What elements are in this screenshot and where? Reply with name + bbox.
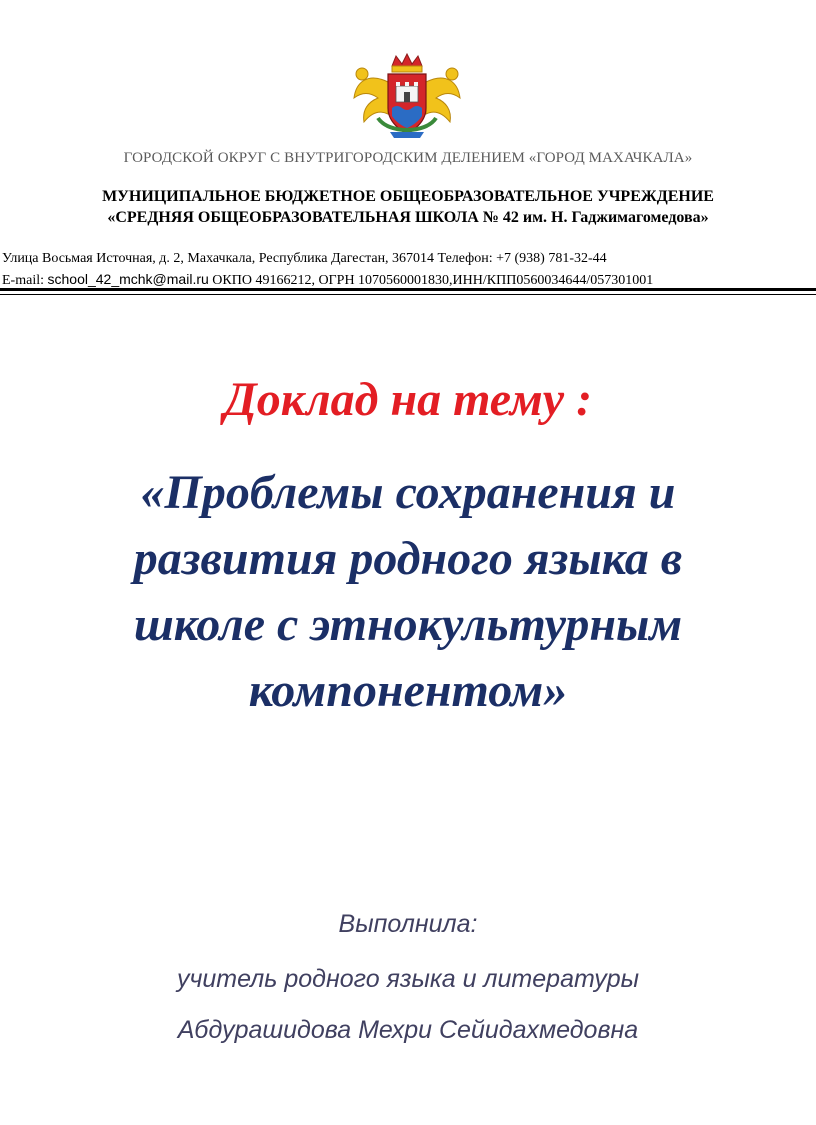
registry-codes: ОКПО 49166212, ОГРН 1070560001830,ИНН/КПП0560034644/057301001 [208,273,654,288]
address-line: Улица Восьмая Источная, д. 2, Махачкала, Республика Дагестан, 367014 Телефон: +7 (938) 781-32-44 [2,251,607,266]
school-name-line-2: «СРЕДНЯЯ ОБЩЕОБРАЗОВАТЕЛЬНАЯ ШКОЛА № 42 им. Н. Гаджимагомедова» [107,209,709,226]
city-coat-of-arms-icon [348,52,466,140]
report-topic [40,460,776,724]
school-name-line-1: МУНИЦИПАЛЬНОЕ БЮДЖЕТНОЕ ОБЩЕОБРАЗОВАТЕЛЬНОЕ УЧРЕЖДЕНИЕ [102,188,714,205]
school-name [0,186,816,228]
topic-line-3: школе с этнокультурным [133,598,683,651]
header-divider-thin [0,294,816,295]
header-divider-thick [0,288,816,291]
municipal-district-line: ГОРОДСКОЙ ОКРУГ С ВНУТРИГОРОДСКИМ ДЕЛЕНИЕМ «ГОРОД МАХАЧКАЛА» [123,150,693,166]
author-position: учитель родного языка и литературы [176,965,640,993]
author-name: Абдурашидова Мехри Сейидахмедовна [177,1016,639,1044]
topic-line-4: компонентом» [248,664,568,717]
contact-block [2,248,814,291]
done-by-label: Выполнила: [338,910,478,938]
email-label: E-mail: [2,273,48,288]
topic-line-2: развития родного языка в [133,532,683,585]
report-label: Доклад на тему : [223,373,593,426]
email-link[interactable]: school_42_mchk@mail.ru [47,271,209,287]
topic-line-1: «Проблемы сохранения и [140,466,676,519]
